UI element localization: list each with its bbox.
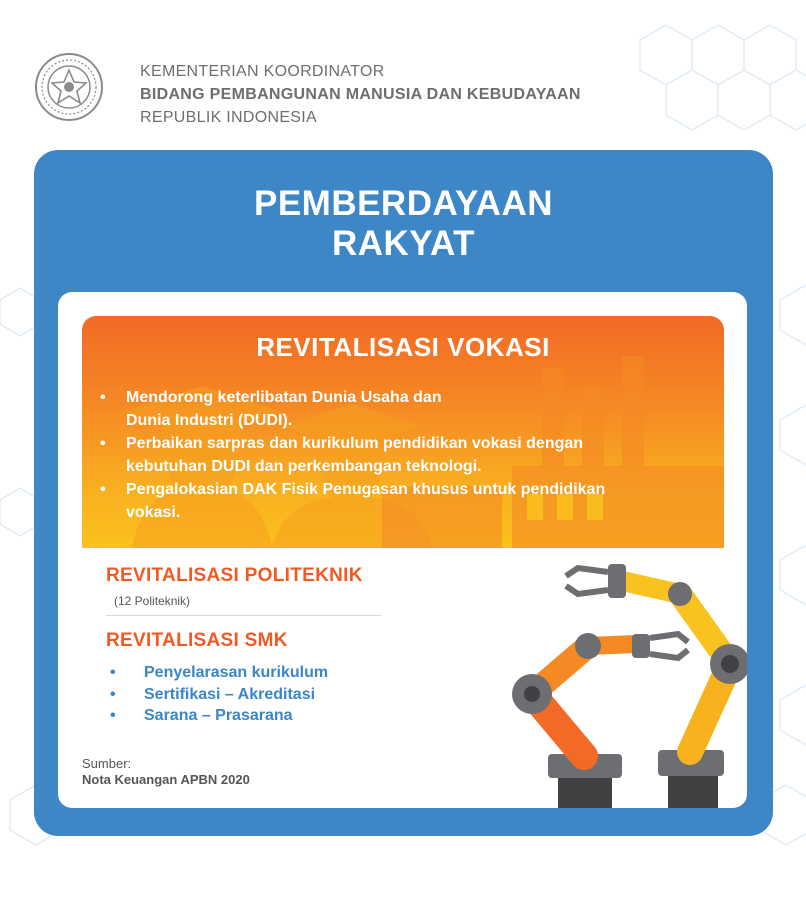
- bullet-icon: •: [100, 481, 106, 498]
- list-item: • Perbaikan sarpras dan kurikulum pendidikan vokasi dengan kebutuhan DUDI dan perkembangan teknologi.: [100, 432, 710, 478]
- bullet-icon: •: [110, 685, 116, 703]
- page-title: [34, 184, 773, 264]
- vokasi-bullet-list: [100, 386, 710, 524]
- bullet-icon: •: [100, 435, 106, 452]
- robotic-arms-illustration-icon: [458, 554, 747, 808]
- smk-title: REVITALISASI SMK: [106, 630, 288, 651]
- ministry-name-line3: REPUBLIK INDONESIA: [140, 109, 318, 126]
- list-item: • Mendorong keterlibatan Dunia Usaha dan Dunia Industri (DUDI).: [100, 386, 710, 432]
- page-title-line1: PEMBERDAYAAN: [253, 184, 554, 223]
- bullet-icon: •: [100, 389, 106, 406]
- politeknik-note: (12 Politeknik): [114, 594, 191, 608]
- list-item: • Sarana – Prasarana: [110, 705, 328, 727]
- vokasi-banner: [82, 316, 724, 548]
- divider: [106, 615, 381, 616]
- ministry-name-line2: BIDANG PEMBANGUNAN MANUSIA DAN KEBUDAYAAN: [140, 86, 581, 103]
- main-card: [34, 150, 773, 836]
- source-note: [82, 756, 250, 788]
- ministry-header: [34, 52, 674, 132]
- page-title-line2: RAKYAT: [331, 224, 476, 263]
- bullet-icon: •: [110, 664, 116, 681]
- source-value: Nota Keuangan APBN 2020: [82, 772, 250, 787]
- garuda-emblem-icon: [34, 52, 104, 122]
- smk-list: [110, 662, 328, 727]
- source-label: Sumber:: [82, 756, 132, 771]
- bullet-icon: •: [110, 707, 116, 724]
- list-item: • Penyelarasan kurikulum: [110, 662, 328, 684]
- vokasi-title: REVITALISASI VOKASI: [256, 332, 550, 362]
- list-item: • Pengalokasian DAK Fisik Penugasan khusus untuk pendidikan vokasi.: [100, 478, 710, 524]
- politeknik-title: REVITALISASI POLITEKNIK: [106, 565, 363, 586]
- ministry-name-line1: KEMENTERIAN KOORDINATOR: [140, 63, 385, 80]
- content-panel: [58, 292, 747, 808]
- list-item: • Sertifikasi – Akreditasi: [110, 684, 328, 706]
